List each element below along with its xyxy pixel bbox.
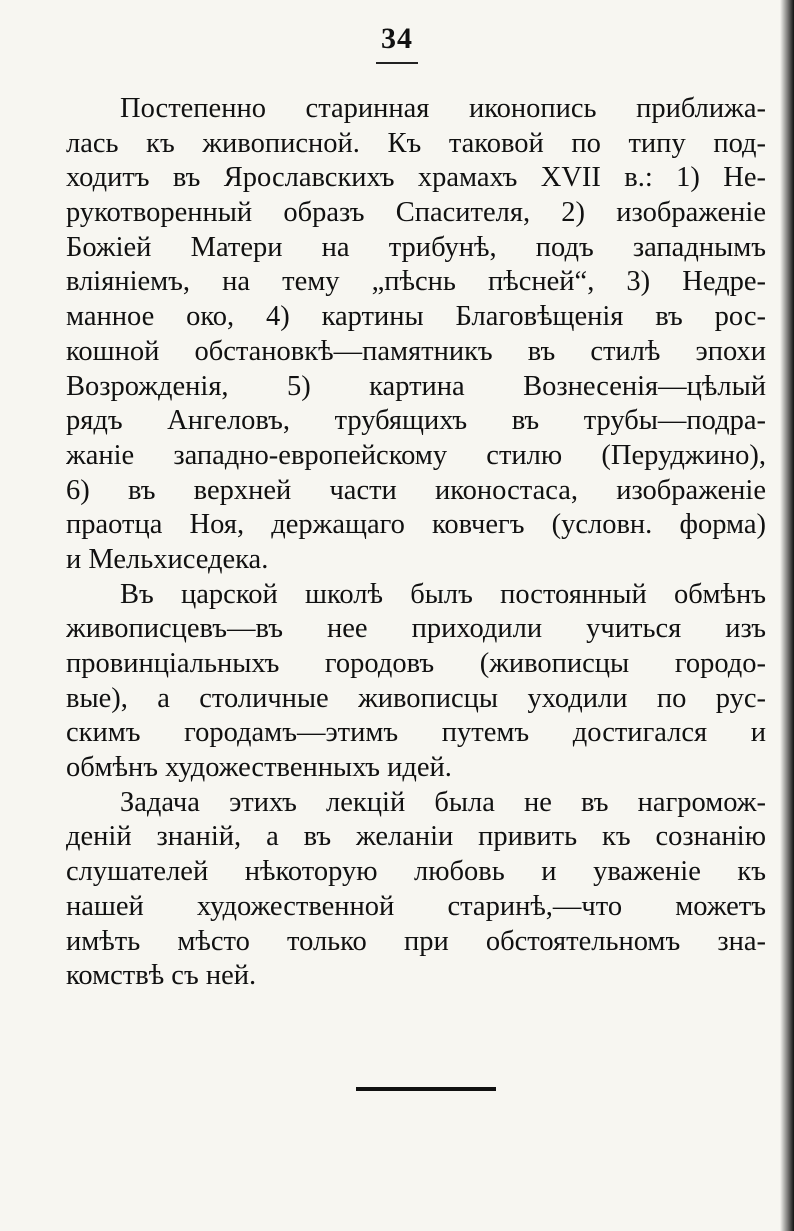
text-line: нашей художественной старинѣ,—что можетъ (66, 890, 766, 922)
text-line: Божiей Матери на трибунѣ, подъ западнымъ (66, 231, 766, 263)
text-line: Возрожденiя, 5) картина Вознесенiя—цѣлый (66, 370, 766, 402)
page-number: 34 (381, 22, 413, 55)
text-line: вые), а столичные живописцы уходили по рус- (66, 682, 766, 714)
text-line: слушателей нѣкоторую любовь и уваженie къ (66, 856, 766, 888)
paragraph-2 (66, 578, 766, 786)
text-line: ходитъ въ Ярославскихъ храмахъ XVII в.: 1) Не- (66, 162, 766, 194)
text-line: праотца Ноя, держащаго ковчегъ (условн. форма) (66, 509, 766, 541)
page-edge-shadow (780, 0, 794, 1231)
text-line: комствѣ съ ней. (66, 960, 257, 992)
text-line: 6) въ верхней части иконостаса, изображенie (66, 474, 766, 506)
text-line: обмѣнъ художественныхъ идей. (66, 752, 452, 784)
paragraph-1 (66, 92, 766, 578)
text-line: жанiе западно-европейскому стилю (Перуджино), (66, 439, 766, 471)
text-line: Постепенно старинная иконопись приближа- (120, 93, 766, 124)
text-line: Задача этихъ лекцiй была не въ нагромож- (120, 786, 766, 818)
text-line: кошной обстановкѣ—памятникъ въ стилѣ эпохи (66, 335, 766, 367)
text-line: лась къ живописной. Къ таковой по типу под- (66, 127, 766, 159)
text-line: и Мельхиседека. (66, 543, 269, 575)
text-line: манное око, 4) картины Благовѣщенiя въ рос- (66, 301, 766, 333)
text-line: рядъ Ангеловъ, трубящихъ въ трубы—подра- (66, 405, 766, 437)
text-line: скимъ городамъ—этимъ путемъ достигался и (66, 717, 766, 749)
text-line: имѣть мѣсто только при обстоятельномъ зна- (66, 925, 766, 957)
paragraph-3 (66, 786, 766, 994)
text-line: Въ царской школѣ былъ постоянный обмѣнъ (120, 578, 766, 610)
text-line: денiй знанiй, а въ желанiи привить къ сознанiю (66, 821, 766, 853)
body-text (66, 92, 766, 994)
text-line: провинцiальныхъ городовъ (живописцы городо- (66, 648, 766, 679)
page-number-underline (376, 62, 418, 64)
text-line: влiянiемъ, на тему „пѣснь пѣсней“, 3) Недре- (66, 266, 766, 298)
end-divider (356, 1087, 496, 1091)
text-line: рукотворенный образъ Спасителя, 2) изображенie (66, 197, 766, 229)
text-line: живописцевъ—въ нее приходили учиться изъ (66, 613, 766, 645)
